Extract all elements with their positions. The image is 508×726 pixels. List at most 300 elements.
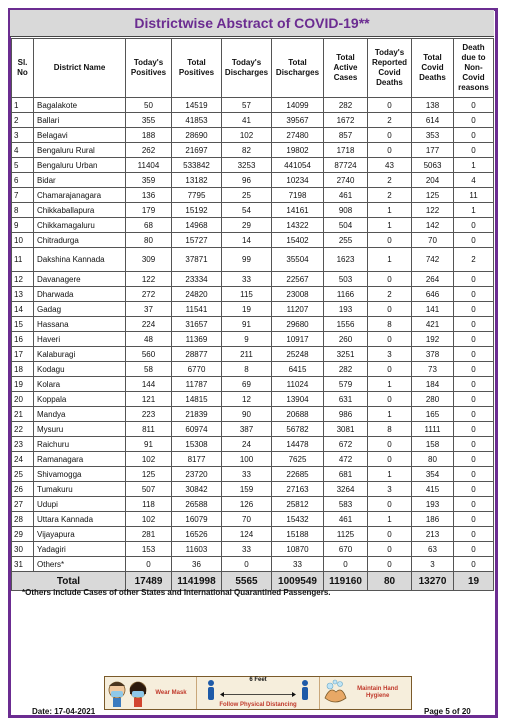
face-mask-icon	[105, 678, 151, 708]
row-cell: 0	[454, 452, 494, 467]
row-cell: 177	[412, 143, 454, 158]
row-cell: 0	[454, 317, 494, 332]
row-cell: 102	[126, 452, 172, 467]
row-cell: 0	[454, 482, 494, 497]
row-cell: 441054	[272, 158, 324, 173]
row-cell: 3	[368, 347, 412, 362]
row-cell: 672	[324, 437, 368, 452]
row-district-name: Kodagu	[34, 362, 126, 377]
row-district-name: Chikkamagaluru	[34, 218, 126, 233]
row-cell: 264	[412, 272, 454, 287]
row-cell: 56782	[272, 422, 324, 437]
row-cell: 2	[368, 113, 412, 128]
row-cell: 165	[412, 407, 454, 422]
row-district-name: Ballari	[34, 113, 126, 128]
row-cell: 0	[222, 557, 272, 572]
row-cell: 90	[222, 407, 272, 422]
row-cell: 11024	[272, 377, 324, 392]
table-row	[12, 317, 494, 332]
header-total-positives: Total Positives	[172, 39, 222, 98]
page-number	[424, 707, 471, 716]
table-row	[12, 158, 494, 173]
row-cell: 0	[454, 377, 494, 392]
double-arrow-icon	[220, 692, 296, 697]
row-sl-no: 23	[12, 437, 34, 452]
row-cell: 1166	[324, 287, 368, 302]
row-cell: 193	[412, 497, 454, 512]
row-cell: 158	[412, 437, 454, 452]
row-sl-no: 5	[12, 158, 34, 173]
row-district-name: Mysuru	[34, 422, 126, 437]
row-cell: 12	[222, 392, 272, 407]
row-sl-no: 29	[12, 527, 34, 542]
row-cell: 2	[368, 287, 412, 302]
row-cell: 33	[222, 467, 272, 482]
row-cell: 378	[412, 347, 454, 362]
row-cell: 102	[126, 512, 172, 527]
row-cell: 70	[412, 233, 454, 248]
row-cell: 14815	[172, 392, 222, 407]
row-sl-no: 26	[12, 482, 34, 497]
row-district-name: Raichuru	[34, 437, 126, 452]
row-cell: 0	[368, 542, 412, 557]
row-cell: 23008	[272, 287, 324, 302]
row-cell: 54	[222, 203, 272, 218]
row-cell: 281	[126, 527, 172, 542]
row-sl-no: 21	[12, 407, 34, 422]
row-cell: 0	[368, 362, 412, 377]
row-sl-no: 9	[12, 218, 34, 233]
row-cell: 857	[324, 128, 368, 143]
row-sl-no: 2	[12, 113, 34, 128]
table-row	[12, 467, 494, 482]
row-cell: 138	[412, 98, 454, 113]
row-cell: 213	[412, 527, 454, 542]
row-cell: 0	[454, 392, 494, 407]
safety-banner	[104, 676, 412, 710]
row-cell: 29680	[272, 317, 324, 332]
row-district-name: Hassana	[34, 317, 126, 332]
row-sl-no: 20	[12, 392, 34, 407]
row-cell: 15192	[172, 203, 222, 218]
row-cell: 0	[368, 437, 412, 452]
table-row	[12, 248, 494, 272]
row-cell: 13904	[272, 392, 324, 407]
row-cell: 262	[126, 143, 172, 158]
row-cell: 560	[126, 347, 172, 362]
row-cell: 280	[412, 392, 454, 407]
row-cell: 14322	[272, 218, 324, 233]
hand-wash-icon	[320, 678, 350, 708]
row-sl-no: 6	[12, 173, 34, 188]
row-cell: 11404	[126, 158, 172, 173]
row-cell: 0	[368, 452, 412, 467]
row-cell: 16526	[172, 527, 222, 542]
row-cell: 646	[412, 287, 454, 302]
row-cell: 224	[126, 317, 172, 332]
row-cell: 0	[368, 332, 412, 347]
district-table	[11, 38, 494, 591]
row-cell: 359	[126, 173, 172, 188]
row-sl-no: 22	[12, 422, 34, 437]
table-row	[12, 362, 494, 377]
table-row	[12, 482, 494, 497]
row-district-name: Tumakuru	[34, 482, 126, 497]
row-cell: 91	[126, 437, 172, 452]
row-cell: 0	[368, 233, 412, 248]
row-sl-no: 31	[12, 557, 34, 572]
row-cell: 0	[454, 98, 494, 113]
row-cell: 0	[368, 98, 412, 113]
row-district-name: Chikkaballapura	[34, 203, 126, 218]
row-cell: 99	[222, 248, 272, 272]
row-cell: 11207	[272, 302, 324, 317]
row-sl-no: 18	[12, 362, 34, 377]
row-sl-no: 3	[12, 128, 34, 143]
total-cell: 1141998	[172, 572, 222, 591]
row-cell: 9	[222, 332, 272, 347]
row-cell: 0	[454, 218, 494, 233]
row-cell: 4	[454, 173, 494, 188]
row-cell: 15727	[172, 233, 222, 248]
row-cell: 186	[412, 512, 454, 527]
row-cell: 681	[324, 467, 368, 482]
row-cell: 614	[412, 113, 454, 128]
table-row	[12, 188, 494, 203]
row-cell: 0	[454, 512, 494, 527]
table-row	[12, 497, 494, 512]
total-label: Total	[12, 572, 126, 591]
row-cell: 0	[454, 542, 494, 557]
row-sl-no: 12	[12, 272, 34, 287]
total-cell: 5565	[222, 572, 272, 591]
row-cell: 579	[324, 377, 368, 392]
row-cell: 179	[126, 203, 172, 218]
row-cell: 0	[454, 422, 494, 437]
row-sl-no: 27	[12, 497, 34, 512]
row-sl-no: 8	[12, 203, 34, 218]
row-cell: 0	[454, 302, 494, 317]
row-cell: 0	[368, 143, 412, 158]
row-cell: 37871	[172, 248, 222, 272]
banner-distance-text: Follow Physical Distancing	[219, 702, 297, 708]
row-cell: 22685	[272, 467, 324, 482]
row-cell: 2740	[324, 173, 368, 188]
header-sl-no: Sl. No	[12, 39, 34, 98]
row-cell: 461	[324, 512, 368, 527]
row-cell: 82	[222, 143, 272, 158]
row-cell: 0	[454, 332, 494, 347]
total-cell: 80	[368, 572, 412, 591]
row-cell: 533842	[172, 158, 222, 173]
row-cell: 1125	[324, 527, 368, 542]
banner-distance	[196, 677, 319, 709]
row-cell: 69	[222, 377, 272, 392]
row-cell: 28877	[172, 347, 222, 362]
row-cell: 7198	[272, 188, 324, 203]
row-cell: 6770	[172, 362, 222, 377]
row-cell: 13182	[172, 173, 222, 188]
row-cell: 0	[368, 497, 412, 512]
table-row	[12, 113, 494, 128]
row-cell: 63	[412, 542, 454, 557]
table-row	[12, 407, 494, 422]
table-row	[12, 332, 494, 347]
row-cell: 73	[412, 362, 454, 377]
row-cell: 0	[368, 272, 412, 287]
row-cell: 1	[368, 407, 412, 422]
row-cell: 24820	[172, 287, 222, 302]
row-cell: 282	[324, 98, 368, 113]
row-cell: 0	[454, 287, 494, 302]
row-cell: 503	[324, 272, 368, 287]
row-cell: 8	[368, 422, 412, 437]
row-sl-no: 7	[12, 188, 34, 203]
row-cell: 1	[454, 203, 494, 218]
table-row	[12, 437, 494, 452]
row-district-name: Gadag	[34, 302, 126, 317]
row-cell: 192	[412, 332, 454, 347]
row-cell: 504	[324, 218, 368, 233]
banner-distance-feet: 6 Feet	[249, 677, 267, 683]
row-cell: 11369	[172, 332, 222, 347]
row-cell: 15308	[172, 437, 222, 452]
row-sl-no: 14	[12, 302, 34, 317]
row-district-name: Belagavi	[34, 128, 126, 143]
row-cell: 0	[368, 527, 412, 542]
row-cell: 0	[368, 557, 412, 572]
row-cell: 387	[222, 422, 272, 437]
row-cell: 272	[126, 287, 172, 302]
row-cell: 11	[454, 188, 494, 203]
row-district-name: Chamarajanagara	[34, 188, 126, 203]
row-sl-no: 19	[12, 377, 34, 392]
header-todays-discharges: Today's Discharges	[222, 39, 272, 98]
row-cell: 14	[222, 233, 272, 248]
row-cell: 118	[126, 497, 172, 512]
table-row	[12, 143, 494, 158]
row-cell: 159	[222, 482, 272, 497]
row-cell: 60974	[172, 422, 222, 437]
row-cell: 472	[324, 452, 368, 467]
row-cell: 0	[368, 392, 412, 407]
row-district-name: Bagalakote	[34, 98, 126, 113]
row-cell: 2	[368, 188, 412, 203]
row-cell: 21697	[172, 143, 222, 158]
row-cell: 8	[368, 317, 412, 332]
row-cell: 3264	[324, 482, 368, 497]
row-cell: 87724	[324, 158, 368, 173]
row-cell: 3	[412, 557, 454, 572]
row-sl-no: 10	[12, 233, 34, 248]
row-cell: 30842	[172, 482, 222, 497]
row-sl-no: 25	[12, 467, 34, 482]
row-cell: 22567	[272, 272, 324, 287]
row-cell: 583	[324, 497, 368, 512]
row-district-name: Bidar	[34, 173, 126, 188]
row-cell: 23720	[172, 467, 222, 482]
row-cell: 11603	[172, 542, 222, 557]
row-cell: 0	[454, 557, 494, 572]
row-district-name: Others*	[34, 557, 126, 572]
row-cell: 0	[126, 557, 172, 572]
row-cell: 7625	[272, 452, 324, 467]
row-cell: 41	[222, 113, 272, 128]
row-cell: 14478	[272, 437, 324, 452]
row-cell: 14968	[172, 218, 222, 233]
table-row	[12, 377, 494, 392]
row-cell: 8	[222, 362, 272, 377]
row-cell: 35504	[272, 248, 324, 272]
row-cell: 353	[412, 128, 454, 143]
row-cell: 908	[324, 203, 368, 218]
row-cell: 354	[412, 467, 454, 482]
row-cell: 10870	[272, 542, 324, 557]
row-cell: 1556	[324, 317, 368, 332]
row-cell: 80	[126, 233, 172, 248]
row-sl-no: 17	[12, 347, 34, 362]
row-cell: 1	[368, 467, 412, 482]
row-cell: 742	[412, 248, 454, 272]
row-cell: 6415	[272, 362, 324, 377]
row-district-name: Koppala	[34, 392, 126, 407]
row-cell: 153	[126, 542, 172, 557]
row-cell: 91	[222, 317, 272, 332]
table-row	[12, 98, 494, 113]
row-cell: 41853	[172, 113, 222, 128]
row-cell: 0	[454, 497, 494, 512]
row-district-name: Uttara Kannada	[34, 512, 126, 527]
row-cell: 1	[454, 158, 494, 173]
row-cell: 14099	[272, 98, 324, 113]
row-district-name: Shivamogga	[34, 467, 126, 482]
row-cell: 15432	[272, 512, 324, 527]
row-cell: 142	[412, 218, 454, 233]
row-cell: 57	[222, 98, 272, 113]
row-cell: 136	[126, 188, 172, 203]
row-cell: 5063	[412, 158, 454, 173]
table-row	[12, 512, 494, 527]
table-row	[12, 233, 494, 248]
row-cell: 1	[368, 203, 412, 218]
row-cell: 144	[126, 377, 172, 392]
row-sl-no: 1	[12, 98, 34, 113]
header-row	[12, 39, 494, 98]
row-cell: 19802	[272, 143, 324, 158]
total-cell: 119160	[324, 572, 368, 591]
banner-hygiene-text: Maintain Hand Hygiene	[357, 686, 399, 699]
page-current: 5	[445, 707, 450, 716]
row-cell: 15402	[272, 233, 324, 248]
table-row	[12, 302, 494, 317]
header-todays-positives: Today's Positives	[126, 39, 172, 98]
row-cell: 2	[368, 173, 412, 188]
row-cell: 415	[412, 482, 454, 497]
row-cell: 122	[126, 272, 172, 287]
row-district-name: Vijayapura	[34, 527, 126, 542]
row-cell: 7795	[172, 188, 222, 203]
row-district-name: Udupi	[34, 497, 126, 512]
row-cell: 121	[126, 392, 172, 407]
row-cell: 80	[412, 452, 454, 467]
row-cell: 0	[454, 467, 494, 482]
header-total-active: Total Active Cases	[324, 39, 368, 98]
row-cell: 1623	[324, 248, 368, 272]
banner-mask-text: Wear Mask	[155, 689, 187, 696]
report-date: Date: 17-04-2021	[32, 707, 96, 716]
row-cell: 25	[222, 188, 272, 203]
person-icon	[298, 679, 312, 701]
row-district-name: Bengaluru Urban	[34, 158, 126, 173]
table-row	[12, 218, 494, 233]
row-cell: 33	[272, 557, 324, 572]
row-district-name: Dharwada	[34, 287, 126, 302]
row-cell: 421	[412, 317, 454, 332]
row-cell: 184	[412, 377, 454, 392]
row-cell: 188	[126, 128, 172, 143]
table-row	[12, 422, 494, 437]
row-district-name: Chitradurga	[34, 233, 126, 248]
row-cell: 29	[222, 218, 272, 233]
row-sl-no: 11	[12, 248, 34, 272]
row-cell: 0	[324, 557, 368, 572]
header-total-discharges: Total Discharges	[272, 39, 324, 98]
table-row	[12, 128, 494, 143]
row-cell: 282	[324, 362, 368, 377]
row-cell: 0	[368, 302, 412, 317]
row-cell: 25812	[272, 497, 324, 512]
row-cell: 33	[222, 272, 272, 287]
row-district-name: Bengaluru Rural	[34, 143, 126, 158]
row-cell: 122	[412, 203, 454, 218]
row-district-name: Davanagere	[34, 272, 126, 287]
row-cell: 0	[368, 128, 412, 143]
row-cell: 11787	[172, 377, 222, 392]
row-cell: 8177	[172, 452, 222, 467]
row-cell: 96	[222, 173, 272, 188]
page-title: Districtwise Abstract of COVID-19**	[10, 10, 494, 37]
table-row	[12, 542, 494, 557]
page-total: 20	[461, 707, 471, 716]
row-cell: 15188	[272, 527, 324, 542]
row-cell: 507	[126, 482, 172, 497]
row-cell: 43	[368, 158, 412, 173]
row-sl-no: 30	[12, 542, 34, 557]
row-cell: 204	[412, 173, 454, 188]
row-cell: 0	[454, 437, 494, 452]
row-cell: 11541	[172, 302, 222, 317]
table-row	[12, 272, 494, 287]
row-cell: 1672	[324, 113, 368, 128]
row-cell: 20688	[272, 407, 324, 422]
table-row	[12, 527, 494, 542]
row-cell: 27480	[272, 128, 324, 143]
row-district-name: Yadagiri	[34, 542, 126, 557]
row-cell: 631	[324, 392, 368, 407]
banner-mask	[105, 677, 196, 709]
row-cell: 0	[454, 143, 494, 158]
row-cell: 125	[126, 467, 172, 482]
row-cell: 986	[324, 407, 368, 422]
total-cell: 17489	[126, 572, 172, 591]
total-cell: 19	[454, 572, 494, 591]
row-cell: 68	[126, 218, 172, 233]
row-cell: 1	[368, 377, 412, 392]
row-cell: 355	[126, 113, 172, 128]
header-non-covid-deaths: Death due to Non-Covid reasons	[454, 39, 494, 98]
total-cell: 13270	[412, 572, 454, 591]
row-cell: 102	[222, 128, 272, 143]
